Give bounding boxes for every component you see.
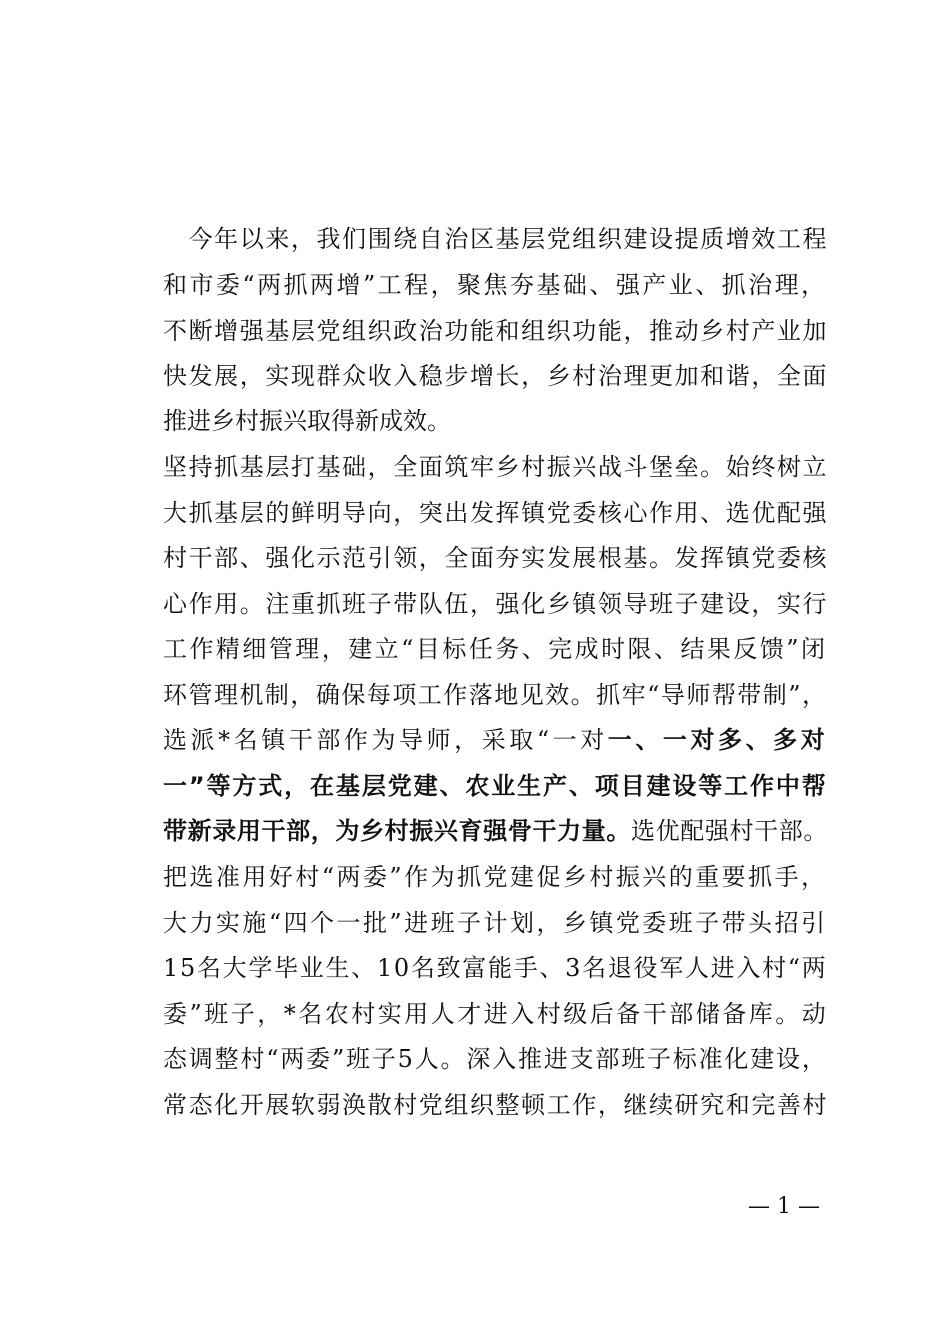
paragraph-line [163,535,828,581]
paragraph-line [163,717,828,763]
paragraph-line [163,808,828,854]
paragraph-line [163,581,828,627]
text-run: 村干部、强化示范引领，全面夯实发展根基。发挥镇党委核 [163,544,829,572]
text-run: 工作精细管理，建立“目标任务、完成时限、结果反馈”闭 [163,635,828,663]
text-run: 不断增强基层党组织政治功能和组织功能，推动乡村产业加 [163,317,829,345]
paragraph-line [163,991,828,1037]
text-run: 环管理机制，确保每项工作落地见效。抓牢“导师帮带制”， [163,681,828,709]
text-run: 选优配强村干部。 [630,817,829,845]
paragraph-line [163,900,828,946]
paragraph-line [163,626,828,672]
paragraph-line [163,763,828,809]
page-number: — 1 — [748,1194,820,1219]
text-run: 和市委“两抓两增”工程，聚焦夯基础、强产业、抓治理， [163,271,828,299]
text-run: 常态化开展软弱涣散村党组织整顿工作，继续研究和完善村 [163,1091,829,1119]
paragraph-line [163,398,451,444]
text-run: 15名大学毕业生、10名致富能手、3名退役军人进入村“两 [163,954,828,982]
text-run: 推进乡村振兴取得新成效。 [163,407,451,435]
paragraph-line [163,945,828,991]
text-run: 委”班子，*名农村实用人才进入村级后备干部储备库。动 [163,1000,829,1028]
paragraph-line [163,1082,828,1128]
text-run: 选派*名镇干部作为导师，采取“一对 [163,726,608,754]
text-run: 大力实施“四个一批”进班子计划，乡镇党委班子带头招引 [163,909,828,937]
paragraph-line [163,353,828,399]
paragraph-line [163,490,828,536]
paragraph-line [163,444,828,490]
text-run: 坚持抓基层打基础，全面筑牢乡村振兴战斗堡垒。始终树立 [163,453,829,481]
text-run: 快发展，实现群众收入稳步增长，乡村治理更加和谐，全面 [163,362,829,390]
paragraph-line [163,216,828,262]
paragraph-line [163,854,828,900]
text-run: 态调整村“两委”班子5人。深入推进支部班子标准化建设， [163,1045,828,1073]
text-run: 大抓基层的鲜明导向，突出发挥镇党委核心作用、选优配强 [163,499,829,527]
text-run: 今年以来，我们围绕自治区基层党组织建设提质增效工程 [163,225,829,253]
text-run: 把选准用好村“两委”作为抓党建促乡村振兴的重要抓手， [163,863,828,891]
bold-text-run: 带新录用干部，为乡村振兴育强骨干力量。 [163,817,631,845]
bold-text-run: 一、一对多、多对 [607,726,829,754]
paragraph-line [163,672,828,718]
paragraph-line [163,262,828,308]
bold-text-run: 一”等方式，在基层党建、农业生产、项目建设等工作中帮 [163,772,828,800]
text-run: 心作用。注重抓班子带队伍，强化乡镇领导班子建设，实行 [163,590,829,618]
paragraph-line [163,308,828,354]
paragraph-line [163,1036,828,1082]
